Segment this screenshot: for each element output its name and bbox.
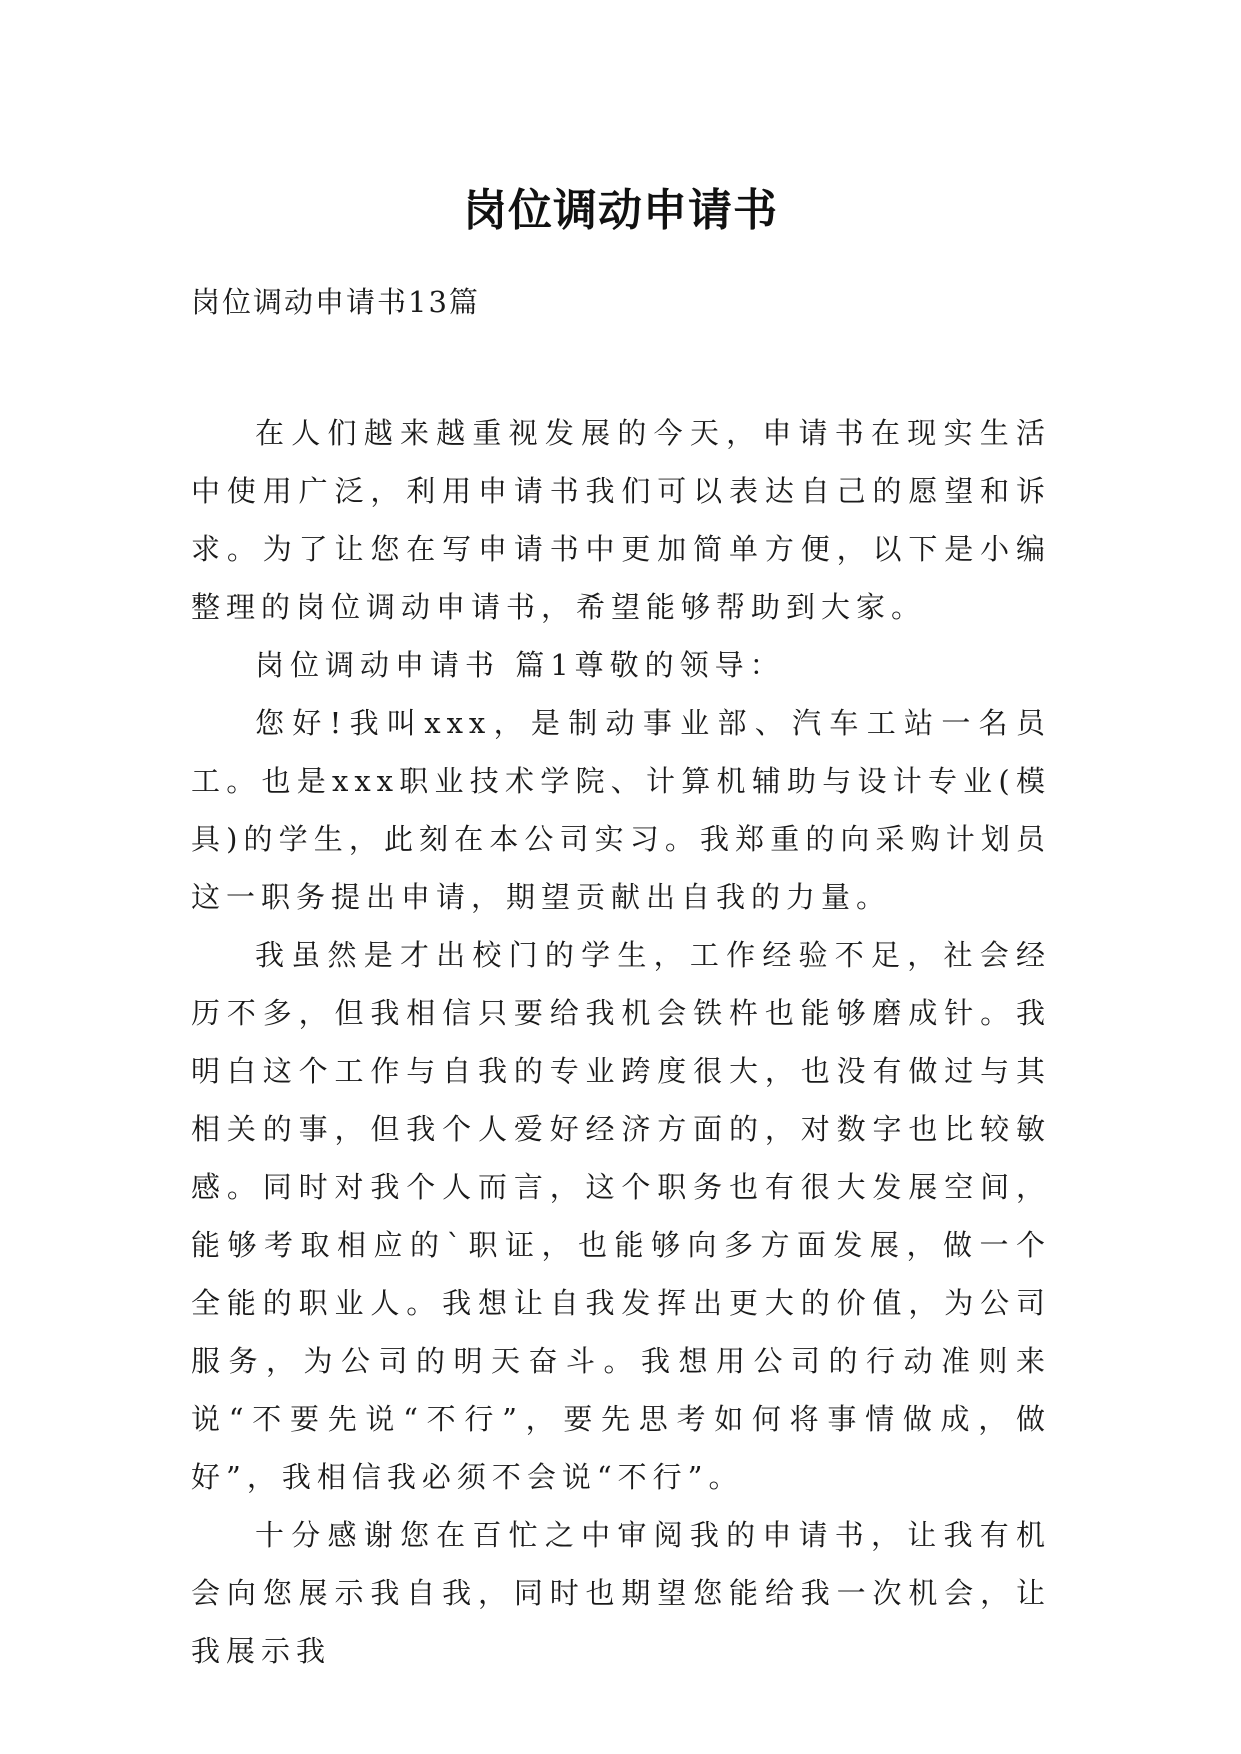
closing-paragraph: 十分感谢您在百忙之中审阅我的申请书，让我有机会向您展示我自我，同时也期望您能给我一次机会，让我展示我: [191, 1518, 1051, 1668]
motivation-paragraph: 我虽然是才出校门的学生，工作经验不足，社会经历不多，但我相信只要给我机会铁杵也能够磨成针。我明白这个工作与自我的专业跨度很大，也没有做过与其相关的事，但我个人爱好经济方面的，对数字也比较敏感。同时对我个人而言，这个职务也有很大发展空间，能够考取相应的`职证，也能够向多方面发展，做一个全能的职业人。我想让自我发挥出更大的价值，为公司服务，为公司的明天奋斗。我想用公司的行动准则来说“不要先说“不行”，要先思考如何将事情做成，做好”，我相信我必须不会说“不行”。: [191, 938, 1051, 1494]
self-introduction-paragraph: 您好!我叫xxx，是制动事业部、汽车工站一名员工。也是xxx职业技术学院、计算机辅助与设计专业(模具)的学生，此刻在本公司实习。我郑重的向采购计划员这一职务提出申请，期望贡献出自我的力量。: [191, 706, 1051, 914]
paragraph-list: [191, 404, 1051, 1680]
document-title: 岗位调动申请书: [463, 185, 778, 237]
document-subtitle: 岗位调动申请书13篇: [191, 285, 480, 319]
intro-paragraph: 在人们越来越重视发展的今天，申请书在现实生活中使用广泛，利用申请书我们可以表达自己的愿望和诉求。为了让您在写申请书中更加简单方便，以下是小编整理的岗位调动申请书，希望能够帮助到大家。: [191, 416, 1051, 624]
document-body: [191, 282, 1051, 1668]
section-heading-paragraph: 岗位调动申请书 篇1尊敬的领导：: [255, 648, 785, 682]
